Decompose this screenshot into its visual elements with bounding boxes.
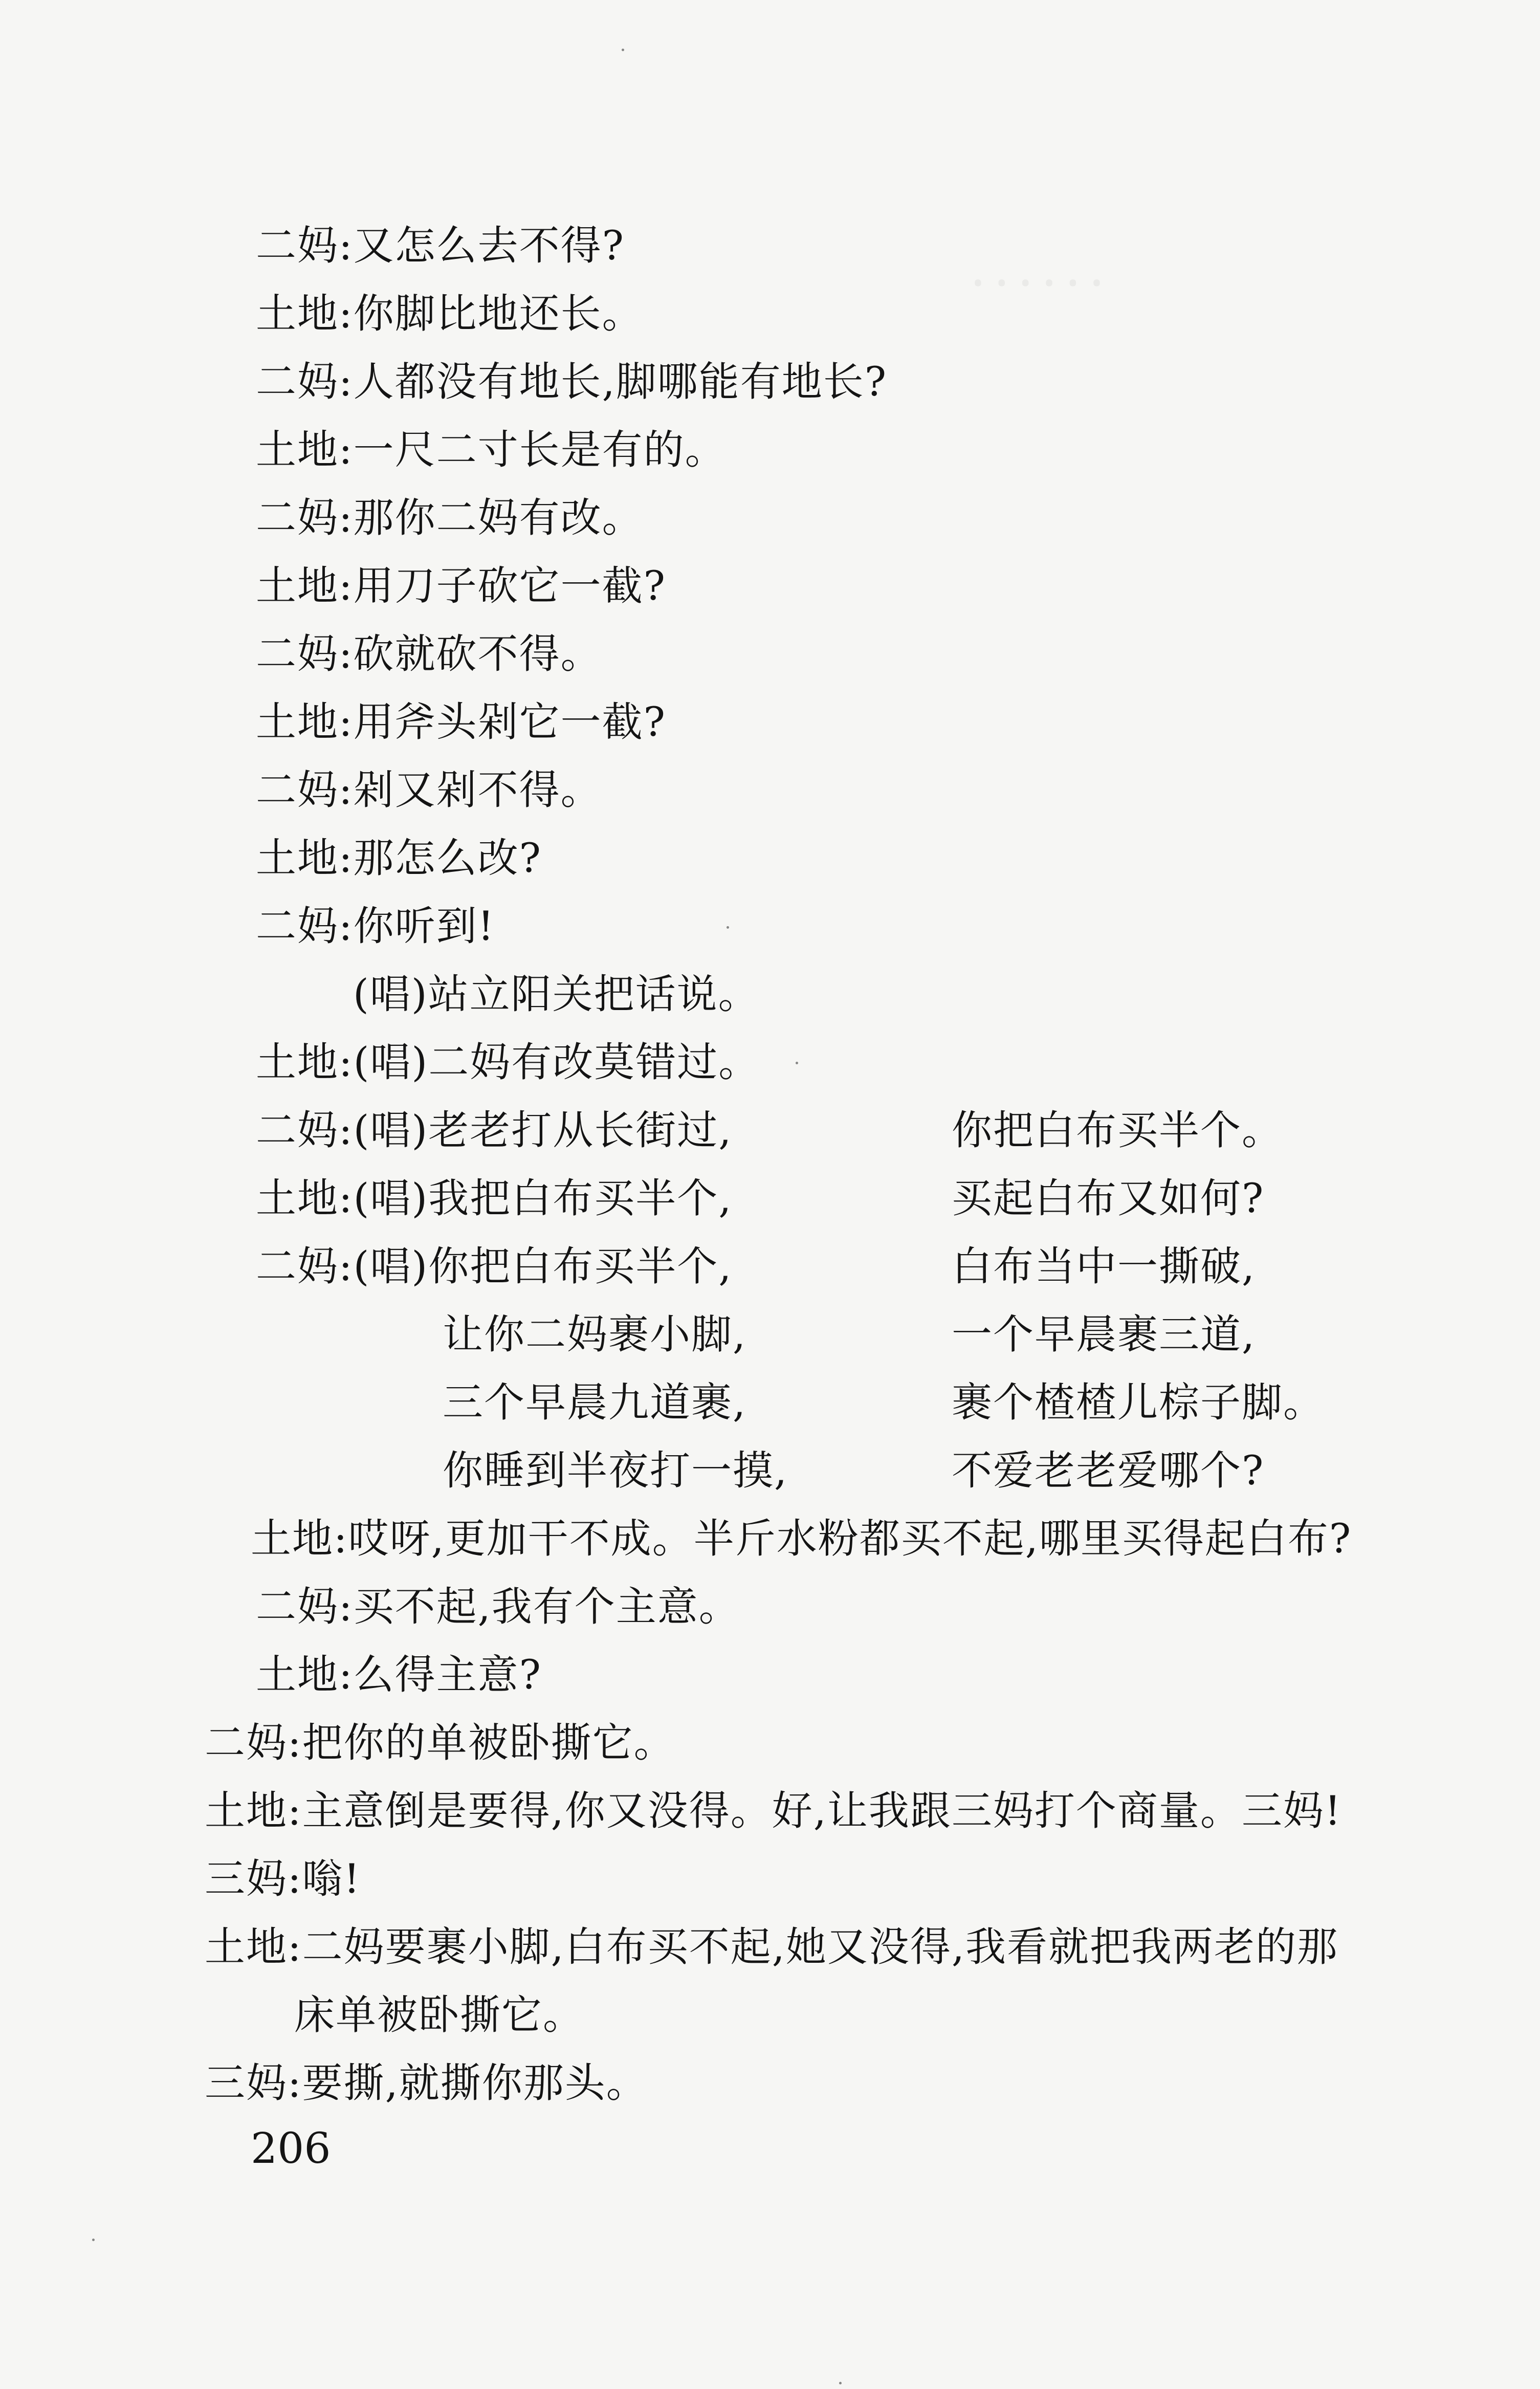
- dialogue-line: 土地:用刀子砍它一截?: [256, 562, 666, 609]
- verse-right: 一个早晨裹三道,: [952, 1311, 1256, 1358]
- page-number: 206: [251, 2124, 331, 2173]
- scan-speck: [92, 2239, 95, 2241]
- verse-right: 不爱老老爱哪个?: [952, 1447, 1265, 1494]
- sung-line: (唱)站立阳关把话说。: [353, 971, 760, 1018]
- dialogue-line: 二妈:把你的单被卧撕它。: [205, 1719, 675, 1766]
- show-through-text: ꞏ ꞏ ꞏ ꞏ ꞏ ꞏ: [972, 261, 1103, 305]
- verse-left: 二妈:(唱)老老打从长街过,: [256, 1107, 733, 1154]
- verse-right: 裹个楂楂儿棕子脚。: [952, 1379, 1325, 1426]
- dialogue-line-continuation: 床单被卧撕它。: [294, 1991, 584, 2039]
- scan-speck: [622, 49, 624, 51]
- dialogue-line: 二妈:砍就砍不得。: [256, 630, 602, 677]
- dialogue-line: 土地:主意倒是要得,你又没得。好,让我跟三妈打个商量。三妈!: [205, 1787, 1342, 1834]
- dialogue-line: 土地:一尺二寸长是有的。: [256, 426, 727, 473]
- scan-speck: [796, 1062, 798, 1064]
- verse-right: 买起白布又如何?: [952, 1175, 1265, 1222]
- dialogue-line: 三妈:嗡!: [205, 1855, 361, 1902]
- dialogue-line: 二妈:人都没有地长,脚哪能有地长?: [256, 358, 888, 405]
- verse-right: 你把白布买半个。: [952, 1107, 1283, 1154]
- dialogue-line: 土地:么得主意?: [256, 1651, 542, 1698]
- dialogue-line: 土地:哎呀,更加干不成。半斤水粉都买不起,哪里买得起白布?: [251, 1515, 1352, 1562]
- scan-speck: [727, 926, 729, 929]
- verse-right: 白布当中一撕破,: [952, 1243, 1256, 1290]
- scan-speck: [839, 2382, 842, 2384]
- verse-left: 让你二妈裹小脚,: [443, 1311, 747, 1358]
- verse-left: 二妈:(唱)你把白布买半个,: [256, 1243, 733, 1290]
- dialogue-line: 三妈:要撕,就撕你那头。: [205, 2059, 648, 2107]
- dialogue-line: 二妈:又怎么去不得?: [256, 222, 625, 269]
- dialogue-line: 二妈:剁又剁不得。: [256, 766, 602, 814]
- dialogue-line: 二妈:你听到!: [256, 903, 495, 950]
- dialogue-line: 土地:二妈要裹小脚,白布买不起,她又没得,我看就把我两老的那: [205, 1923, 1338, 1970]
- verse-left: 你睡到半夜打一摸,: [443, 1447, 788, 1494]
- dialogue-line: 二妈:那你二妈有改。: [256, 494, 644, 541]
- dialogue-line: 土地:你脚比地还长。: [256, 290, 644, 337]
- verse-left: 三个早晨九道裹,: [443, 1379, 747, 1426]
- verse-left: 土地:(唱)我把白布买半个,: [256, 1175, 733, 1222]
- dialogue-line: 二妈:买不起,我有个主意。: [256, 1583, 740, 1630]
- dialogue-line: 土地:那怎么改?: [256, 835, 542, 882]
- dialogue-line: 土地:(唱)二妈有改莫错过。: [256, 1039, 760, 1086]
- dialogue-line: 土地:用斧头剁它一截?: [256, 698, 666, 746]
